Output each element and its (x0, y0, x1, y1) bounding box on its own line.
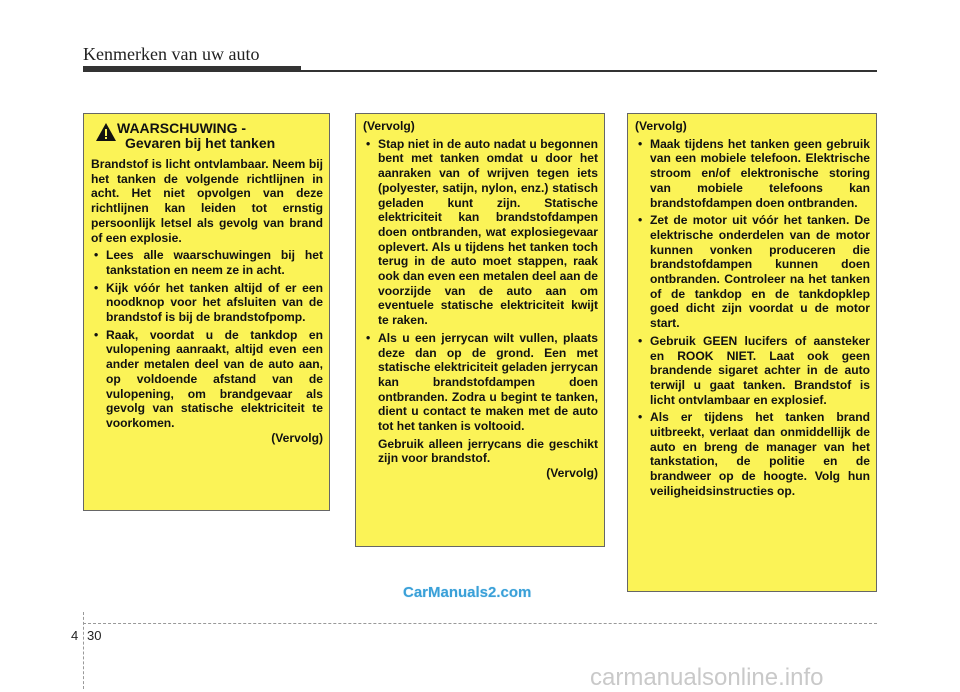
warning-header (91, 121, 323, 151)
jerrycan-note: Gebruik alleen jerrycans die geschikt zijn voor brandstof. (378, 436, 598, 466)
page-header-title: Kenmerken van uw auto (83, 44, 260, 64)
footer-divider (83, 623, 877, 624)
warning-triangle-icon (95, 122, 117, 142)
list-item: • Maak tijdens het tanken geen gebruik van een mobiele telefoon. Elektrische stroom en/of elektronische storing van mobiele telefoons kan brandstofdampen doen ontbranden. (635, 137, 870, 211)
continued-top-label: (Vervolg) (363, 119, 415, 133)
list-item: • Als er tijdens het tanken brand uitbreekt, verlaat dan onmiddellijk de auto en breng de manager van het tankstation, de politie en de brandweer op de hoogte. Volg hun veiligheidsinstructies op. (635, 410, 870, 498)
header-bar (83, 66, 301, 72)
warning-list-3 (635, 137, 870, 499)
warning-list-2 (363, 137, 598, 434)
watermark-link[interactable]: CarManuals2.com (403, 584, 532, 601)
warning-box-3 (627, 113, 877, 592)
warning-subtitle: Gevaren bij het tanken (125, 135, 276, 151)
warning-list-1 (91, 248, 323, 430)
warning-title: WAARSCHUWING - (117, 120, 247, 136)
site-watermark: carmanualsonline.info (590, 664, 824, 691)
warning-title-block (117, 121, 275, 151)
warning-box-2 (355, 113, 605, 547)
footer-vertical-divider (83, 612, 84, 689)
page-number: 30 (87, 628, 102, 643)
list-item: • Zet de motor uit vóór het tanken. De elektrische onderdelen van de motor kunnen vonken produceren die brandstofdampen kunnen doen ontbranden. Controleer na het tanken of de tankdop en de tankdopklep goed dicht zijn voordat u de motor start. (635, 213, 870, 331)
continued-label: (Vervolg) (546, 466, 598, 481)
list-item: • Raak, voordat u de tankdop en vulopening aanraakt, altijd even een ander metalen deel van de auto aan, op voldoende afstand van de vulopening, om brandgevaar als gevolg van statische elektriciteit te voorkomen. (91, 328, 323, 431)
continued-top-label: (Vervolg) (635, 119, 687, 133)
warning-intro: Brandstof is licht ontvlambaar. Neem bij het tanken de volgende richtlijnen in acht. Het niet opvolgen van deze richtlijnen kan leiden tot ernstig persoonlijk letsel als gevolg van brand of een explosie. (91, 157, 323, 245)
header-line (301, 70, 877, 72)
list-item: • Als u een jerrycan wilt vullen, plaats deze dan op de grond. Een met statische elektriciteit geladen jerrycan kan brandstofdampen doen ontbranden. Zodra u begint te tanken, dient u contact te maken met de auto tot het tanken is voltooid. (363, 331, 598, 434)
list-item: • Stap niet in de auto nadat u begonnen bent met tanken omdat u door het aanraken van of wrijven tegen iets (polyester, satijn, nylon, enz.) statisch geladen kunt zijn. Statische elektriciteit kan brandstofdampen doen ontbranden, wat explosiegevaar oplevert. Als u tijdens het tanken toch terug in de auto moet stappen, raak ook dan even een metalen deel aan de voorzijde van de auto aan om eventuele statische elektriciteit kwijt te raken. (363, 137, 598, 328)
continued-label: (Vervolg) (271, 430, 323, 445)
list-item: • Kijk vóór het tanken altijd of er een noodknop voor het afsluiten van de brandstof is bij de brandstofpomp. (91, 281, 323, 325)
list-item: • Gebruik GEEN lucifers of aansteker en ROOK NIET. Laat ook geen brandende sigaret achter in de auto terwijl u gaat tanken. Brandstof is licht ontvlambaar en explosief. (635, 334, 870, 408)
warning-box-1 (83, 113, 330, 511)
chapter-number: 4 (71, 628, 79, 643)
list-item: • Lees alle waarschuwingen bij het tankstation en neem ze in acht. (91, 248, 323, 277)
